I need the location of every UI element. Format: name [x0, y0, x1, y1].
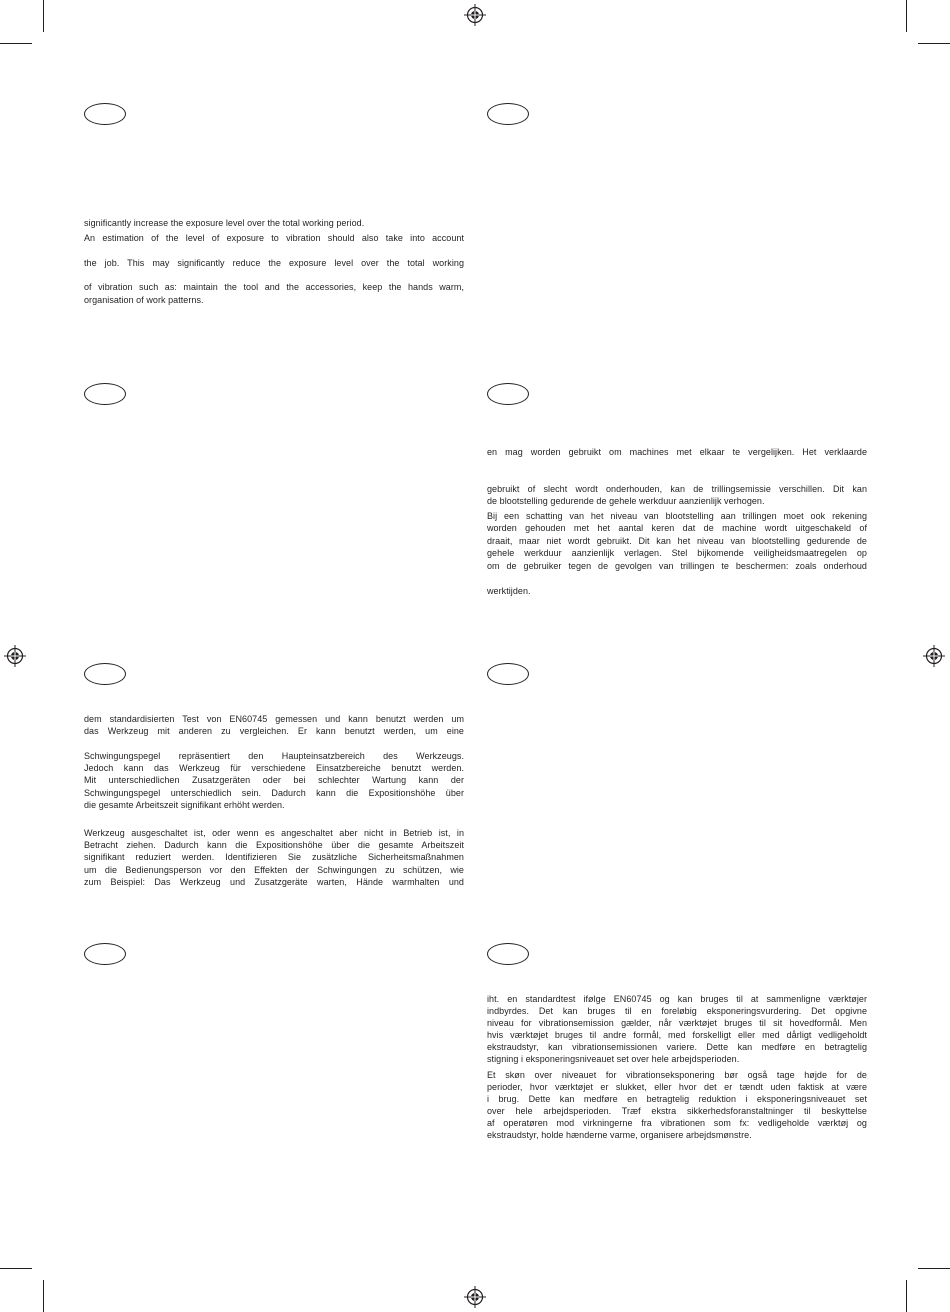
registration-mark-icon	[464, 4, 486, 26]
language-badge-oval	[487, 383, 529, 405]
text-line: das Werkzeug mit anderen zu vergleichen. Er kann benutzt werden, um eine	[84, 726, 464, 736]
text-line: niveau for vibrationsemission gælder, når værktøjet bruges til sit hovedformål. Men	[487, 1018, 867, 1028]
language-badge-oval	[487, 103, 529, 125]
text-line: um die Bedienungsperson vor den Effekten der Schwingungen zu schützen, wie	[84, 865, 464, 875]
text-line: dem standardisierten Test von EN60745 gemessen und kann benutzt werden um	[84, 714, 464, 724]
text-line: perioder, hvor værktøjet er slukket, eller hvor det er tændt uden faktisk at være	[487, 1082, 867, 1092]
crop-mark	[43, 0, 44, 32]
text-line: ekstraudstyr, kan vibrationsemissionen variere. Dette kan medføre en betragtelig	[487, 1042, 867, 1052]
crop-mark	[906, 1280, 907, 1312]
text-line: werktijden.	[487, 586, 531, 596]
text-line: worden gehouden met het aantal keren dat de machine wordt uitgeschakeld of	[487, 523, 867, 533]
crop-mark	[918, 43, 950, 44]
text-line: zum Beispiel: Das Werkzeug und Zusatzgeräte warten, Hände warmhalten und	[84, 877, 464, 887]
text-line: Jedoch kann das Werkzeug für verschiedene Einsatzbereiche benutzt werden.	[84, 763, 464, 773]
crop-mark	[0, 1268, 32, 1269]
language-badge-oval	[84, 943, 126, 965]
text-line: af operatøren mod virkningerne fra vibrationen som fx: vedligeholde værktøj og	[487, 1118, 867, 1128]
text-line: de blootstelling gedurende de gehele werkduur aanzienlijk verhogen.	[487, 496, 765, 506]
text-line: iht. en standardtest ifølge EN60745 og kan bruges til at sammenligne værktøjer	[487, 994, 867, 1004]
text-line: om de gebruiker tegen de gevolgen van trillingen te beschermen: zoals onderhoud	[487, 561, 867, 571]
text-line: Bij een schatting van het niveau van blootstelling aan trillingen moet ook rekening	[487, 511, 867, 521]
text-line: Betracht ziehen. Dadurch kann die Expositionshöhe über die gesamte Arbeitszeit	[84, 840, 464, 850]
language-badge-oval	[487, 663, 529, 685]
text-line: Schwingungspegel unterschiedlich sein. Dadurch kann die Expositionshöhe über	[84, 788, 464, 798]
text-line: gehele werkduur aanzienlijk verlagen. Stel bijkomende veiligheidsmaatregelen op	[487, 548, 867, 558]
text-line: organisation of work patterns.	[84, 295, 204, 305]
text-line: draait, maar niet wordt gebruikt. Dit kan het niveau van blootstelling gedurende de	[487, 536, 867, 546]
text-line: significantly increase the exposure level over the total working period.	[84, 218, 365, 228]
crop-mark	[906, 0, 907, 32]
text-line: Et skøn over niveauet for vibrationseksponering bør også tage højde for de	[487, 1070, 867, 1080]
text-line: gebruikt of slecht wordt onderhouden, kan de trillingsemissie verschillen. Dit kan	[487, 484, 867, 494]
language-badge-oval	[84, 663, 126, 685]
text-line: indbyrdes. Det kan bruges til en foreløbig eksponeringsvurdering. Det opgivne	[487, 1006, 867, 1016]
text-line: An estimation of the level of exposure to vibration should also take into account	[84, 233, 464, 243]
text-line: i brug. Dette kan medføre en betragtelig reduktion i eksponeringsniveauet set	[487, 1094, 867, 1104]
registration-mark-icon	[923, 645, 945, 667]
text-line: ekstraudstyr, holde hænderne varme, organisere arbejdsmønstre.	[487, 1130, 752, 1140]
crop-mark	[0, 43, 32, 44]
text-line: hvis værktøjet bruges til andre formål, med forskelligt eller med dårligt vedligeholdt	[487, 1030, 867, 1040]
registration-mark-icon	[464, 1286, 486, 1308]
text-line: the job. This may significantly reduce the exposure level over the total working	[84, 258, 464, 268]
registration-mark-icon	[4, 645, 26, 667]
crop-mark	[43, 1280, 44, 1312]
language-badge-oval	[84, 383, 126, 405]
crop-mark	[918, 1268, 950, 1269]
text-line: die gesamte Arbeitszeit signifikant erhöht werden.	[84, 800, 285, 810]
text-line: Werkzeug ausgeschaltet ist, oder wenn es angeschaltet aber nicht in Betrieb ist, in	[84, 828, 464, 838]
text-line: of vibration such as: maintain the tool and the accessories, keep the hands warm,	[84, 282, 464, 292]
language-badge-oval	[84, 103, 126, 125]
text-line: signifikant reduziert werden. Identifizieren Sie zusätzliche Sicherheitsmaßnahmen	[84, 852, 464, 862]
text-line: stigning i eksponeringsniveauet set over hele arbejdsperioden.	[487, 1054, 740, 1064]
text-line: Mit unterschiedlichen Zusatzgeräten oder bei schlechter Wartung kann der	[84, 775, 464, 785]
text-line: over hele arbejdsperioden. Træf ekstra sikkerhedsforanstaltninger til beskyttelse	[487, 1106, 867, 1116]
language-badge-oval	[487, 943, 529, 965]
text-line: en mag worden gebruikt om machines met elkaar te vergelijken. Het verklaarde	[487, 447, 867, 457]
text-line: Schwingungspegel repräsentiert den Haupteinsatzbereich des Werkzeugs.	[84, 751, 464, 761]
